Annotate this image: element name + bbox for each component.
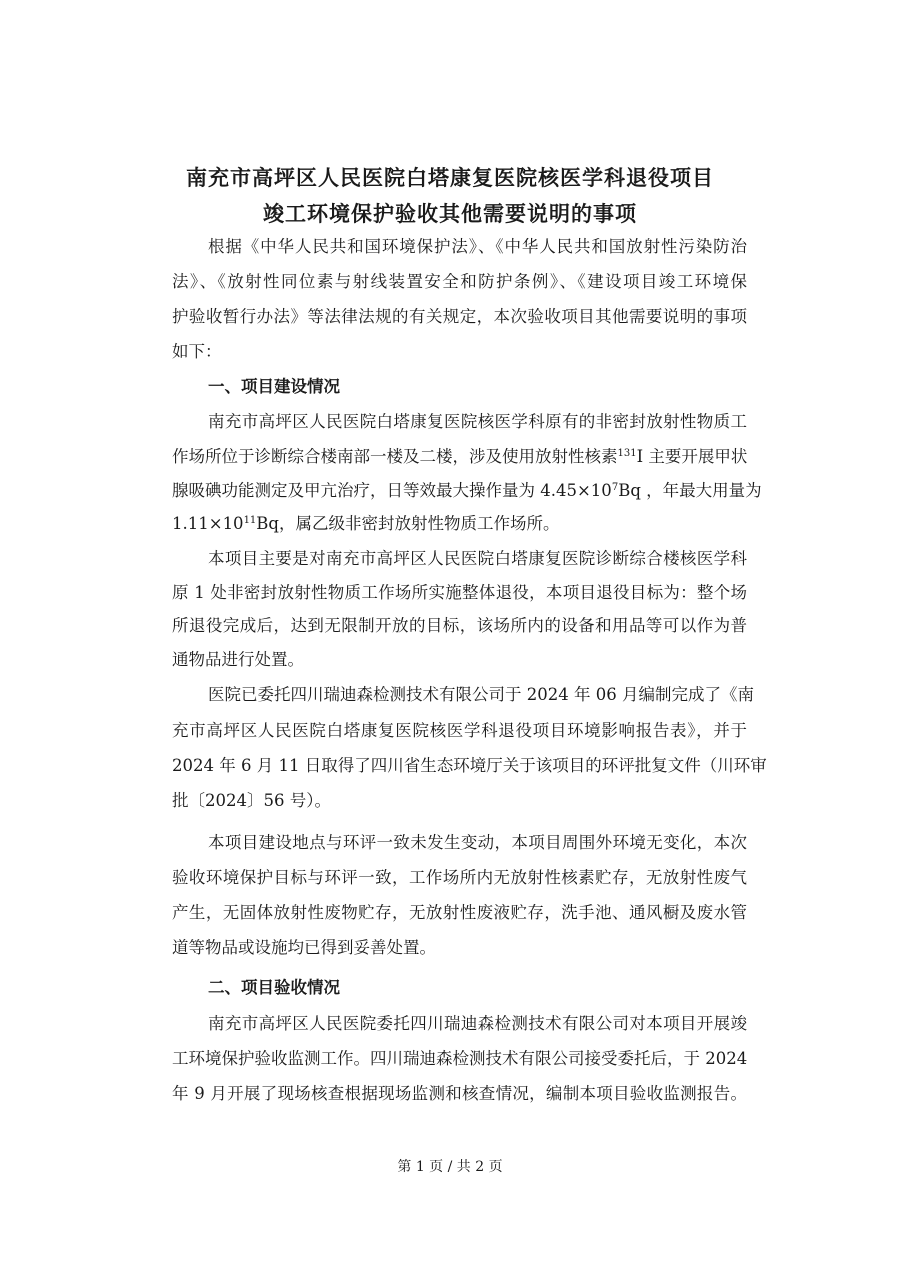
superscript: 131: [617, 448, 637, 459]
text-line: 法》、《放射性同位素与射线装置安全和防护条例》、《建设项目竣工环境保: [172, 272, 747, 291]
document-title-line-2: 竣工环境保护验收其他需要说明的事项: [263, 202, 637, 226]
text-line: 年 9 月开展了现场核查根据现场监测和核查情况，编制本项目验收监测报告。: [172, 1084, 747, 1103]
text-line: 护验收暂行办法》等法律法规的有关规定，本次验收项目其他需要说明的事项: [172, 307, 747, 326]
text-line: [172, 478, 762, 504]
section-heading-2: 二、项目验收情况: [208, 978, 340, 997]
text-line: 批〔2024〕56 号）。: [172, 791, 331, 810]
text-line: [172, 444, 747, 470]
text-span: I 主要开展甲状: [636, 447, 748, 466]
text-span: 腺吸碘功能测定及甲亢治疗，日等效最大操作量为 4.45×10: [172, 481, 612, 500]
document-title-line-1: 南充市高坪区人民医院白塔康复医院核医学科退役项目: [186, 166, 714, 190]
page-footer: 第 1 页 / 共 2 页: [397, 1159, 503, 1175]
text-line: 充市高坪区人民医院白塔康复医院核医学科退役项目环境影响报告表》，并于: [172, 721, 747, 740]
text-line: 道等物品或设施均已得到妥善处置。: [172, 938, 436, 957]
superscript: 7: [611, 482, 619, 493]
text-span: 作场所位于诊断综合楼南部一楼及二楼，涉及使用放射性核素: [172, 447, 618, 466]
text-line: 如下：: [172, 342, 222, 361]
text-span: Bq ，年最大用量为: [618, 481, 762, 500]
text-line: 原 1 处非密封放射性物质工作场所实施整体退役，本项目退役目标为：整个场: [172, 583, 747, 602]
section-heading-1: 一、项目建设情况: [208, 377, 340, 396]
text-span: 1.11×10: [172, 514, 244, 533]
text-line: 根据《中华人民共和国环境保护法》、《中华人民共和国放射性污染防治: [208, 237, 747, 256]
text-line: 工环境保护验收监测工作。四川瑞迪森检测技术有限公司接受委托后，于 2024: [172, 1049, 748, 1068]
text-line: 医院已委托四川瑞迪森检测技术有限公司于 2024 年 06 月编制完成了《南: [208, 685, 754, 704]
text-line: 产生，无固体放射性废物贮存，无放射性废液贮存，洗手池、通风橱及废水管: [172, 903, 747, 922]
text-line: 本项目主要是对南充市高坪区人民医院白塔康复医院诊断综合楼核医学科: [208, 549, 747, 568]
text-line: [172, 511, 747, 537]
text-line: 所退役完成后，达到无限制开放的目标，该场所内的设备和用品等可以作为普: [172, 616, 747, 635]
text-line: 南充市高坪区人民医院委托四川瑞迪森检测技术有限公司对本项目开展竣: [208, 1014, 747, 1033]
text-line: 南充市高坪区人民医院白塔康复医院核医学科原有的非密封放射性物质工: [208, 412, 747, 431]
text-line: 本项目建设地点与环评一致未发生变动，本项目周围外环境无变化，本次: [208, 833, 747, 852]
superscript: 11: [243, 515, 257, 526]
text-span: Bq，属乙级非密封放射性物质工作场所。: [256, 514, 560, 533]
text-line: 通物品进行处置。: [172, 650, 304, 669]
text-line: 2024 年 6 月 11 日取得了四川省生态环境厅关于该项目的环评批复文件（川环审: [172, 756, 767, 775]
text-line: 验收环境保护目标与环评一致，工作场所内无放射性核素贮存，无放射性废气: [172, 868, 747, 887]
